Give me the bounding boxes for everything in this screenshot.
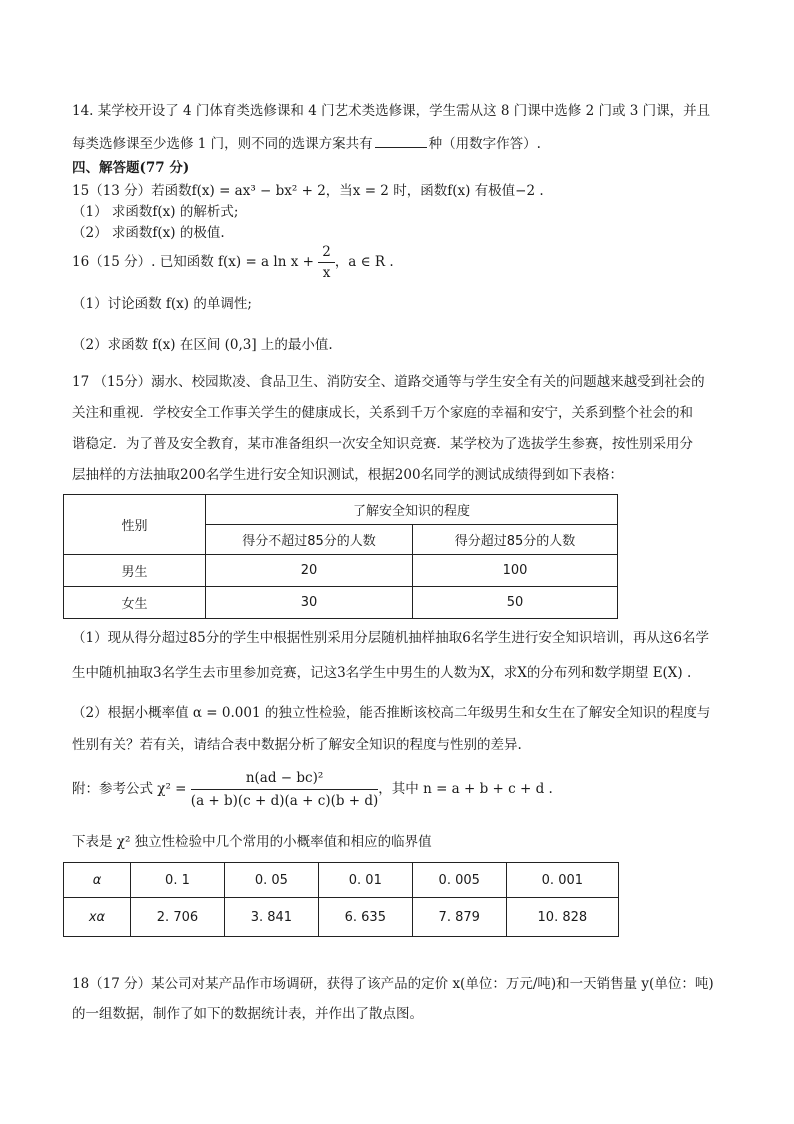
q17-part-1-line-2: 生中随机抽取3名学生去市里参加竞赛，记这3名学生中男生的人数为X，求X的分布列和数学期望 E(X) .	[72, 665, 692, 681]
table-row	[64, 898, 619, 937]
q15-stem: 15（13 分）若函数f(x) = ax³ − bx² + 2，当x = 2 时，函数f(x) 有极值−2 .	[72, 183, 544, 199]
header-group: 了解安全知识的程度	[206, 495, 618, 525]
table-row	[64, 863, 619, 898]
q16-fraction-numerator: 2	[318, 244, 335, 263]
alpha-label: α	[64, 863, 131, 898]
cell: 30	[206, 587, 413, 619]
cell: 6. 635	[318, 898, 412, 937]
reference-formula	[72, 765, 553, 813]
q15-part-2: （2） 求函数f(x) 的极值.	[72, 225, 225, 241]
cell: 0. 005	[412, 863, 506, 898]
q14-line-2-text-a: 每类选修课至少选修 1 门，则不同的选课方案共有	[72, 136, 373, 152]
table-row	[64, 587, 618, 619]
q16-part-2: （2）求函数 f(x) 在区间 (0,3] 上的最小值.	[72, 337, 333, 353]
section-title: 四、解答题(77 分)	[72, 160, 190, 176]
formula-fraction	[191, 769, 379, 810]
formula-denominator: (a + b)(c + d)(a + c)(b + d)	[190, 793, 379, 809]
q17-part-2-line-2: 性别有关？若有关，请结合表中数据分析了解安全知识的程度与性别的差异.	[72, 737, 522, 753]
cell: 100	[413, 555, 618, 587]
q16-stem-suffix: ，a ∈ R .	[334, 254, 394, 270]
critical-label: xα	[64, 898, 131, 937]
cell: 0. 01	[318, 863, 412, 898]
cell: 0. 001	[506, 863, 618, 898]
row-label: 男生	[64, 555, 206, 587]
header-score-le-85: 得分不超过85分的人数	[206, 525, 413, 555]
cell: 3. 841	[224, 898, 318, 937]
table2-caption: 下表是 χ² 独立性检验中几个常用的小概率值和相应的临界值	[72, 834, 432, 850]
q17-line-3: 谐稳定．为了普及安全教育，某市准备组织一次安全知识竞赛．某学校为了选拔学生参赛，按性别采用分	[72, 436, 693, 452]
answer-blank	[375, 133, 427, 148]
q14-line-2	[72, 133, 541, 154]
q17-line-4: 层抽样的方法抽取200名学生进行安全知识测试，根据200名同学的测试成绩得到如下表格：	[72, 467, 624, 483]
table-row	[64, 555, 618, 587]
cell: 7. 879	[412, 898, 506, 937]
q14-line-2-text-b: 种（用数字作答）.	[428, 136, 541, 152]
q17-line-2: 关注和重视．学校安全工作事关学生的健康成长，关系到千万个家庭的幸福和安宁，关系到整个社会的和	[72, 405, 693, 421]
formula-suffix: ，其中 n = a + b + c + d .	[378, 781, 553, 797]
formula-prefix: 附：参考公式 χ² =	[72, 781, 187, 797]
header-gender: 性别	[64, 495, 206, 555]
q17-part-2-line-1: （2）根据小概率值 α = 0.001 的独立性检验，能否推断该校高二年级男生和女生在了解安全知识的程度与	[72, 705, 711, 721]
q18-line-2: 的一组数据，制作了如下的数据统计表，并作出了散点图。	[72, 1006, 423, 1022]
cell: 2. 706	[131, 898, 225, 937]
q17-part-1-line-1: （1）现从得分超过85分的学生中根据性别采用分层随机抽样抽取6名学生进行安全知识培训，再从这6名学	[72, 630, 709, 646]
q16-fraction-denominator: x	[322, 265, 331, 281]
q14-line-1: 14. 某学校开设了 4 门体育类选修课和 4 门艺术类选修课，学生需从这 8 门课中选修 2 门或 3 门课，并且	[72, 103, 711, 119]
survey-table	[63, 494, 618, 619]
q17-line-1: 17 （15分）溺水、校园欺凌、食品卫生、消防安全、道路交通等与学生安全有关的问题越来越受到社会的	[72, 374, 705, 390]
q18-line-1: 18（17 分）某公司对某产品作市场调研，获得了该产品的定价 x(单位：万元/吨)和一天销售量 y(单位：吨)	[72, 976, 714, 992]
q16-fraction	[318, 244, 335, 281]
q16-stem-prefix: 16（15 分）. 已知函数 f(x) = a ln x +	[72, 254, 319, 270]
formula-numerator: n(ad − bc)²	[191, 769, 379, 790]
header-score-gt-85: 得分超过85分的人数	[413, 525, 618, 555]
cell: 50	[413, 587, 618, 619]
cell: 0. 1	[131, 863, 225, 898]
cell: 10. 828	[506, 898, 618, 937]
row-label: 女生	[64, 587, 206, 619]
cell: 20	[206, 555, 413, 587]
critical-value-table	[63, 862, 619, 937]
q16-stem	[72, 244, 394, 281]
q15-part-1: （1） 求函数f(x) 的解析式;	[72, 204, 239, 220]
cell: 0. 05	[224, 863, 318, 898]
q16-part-1: （1）讨论函数 f(x) 的单调性;	[72, 296, 252, 312]
